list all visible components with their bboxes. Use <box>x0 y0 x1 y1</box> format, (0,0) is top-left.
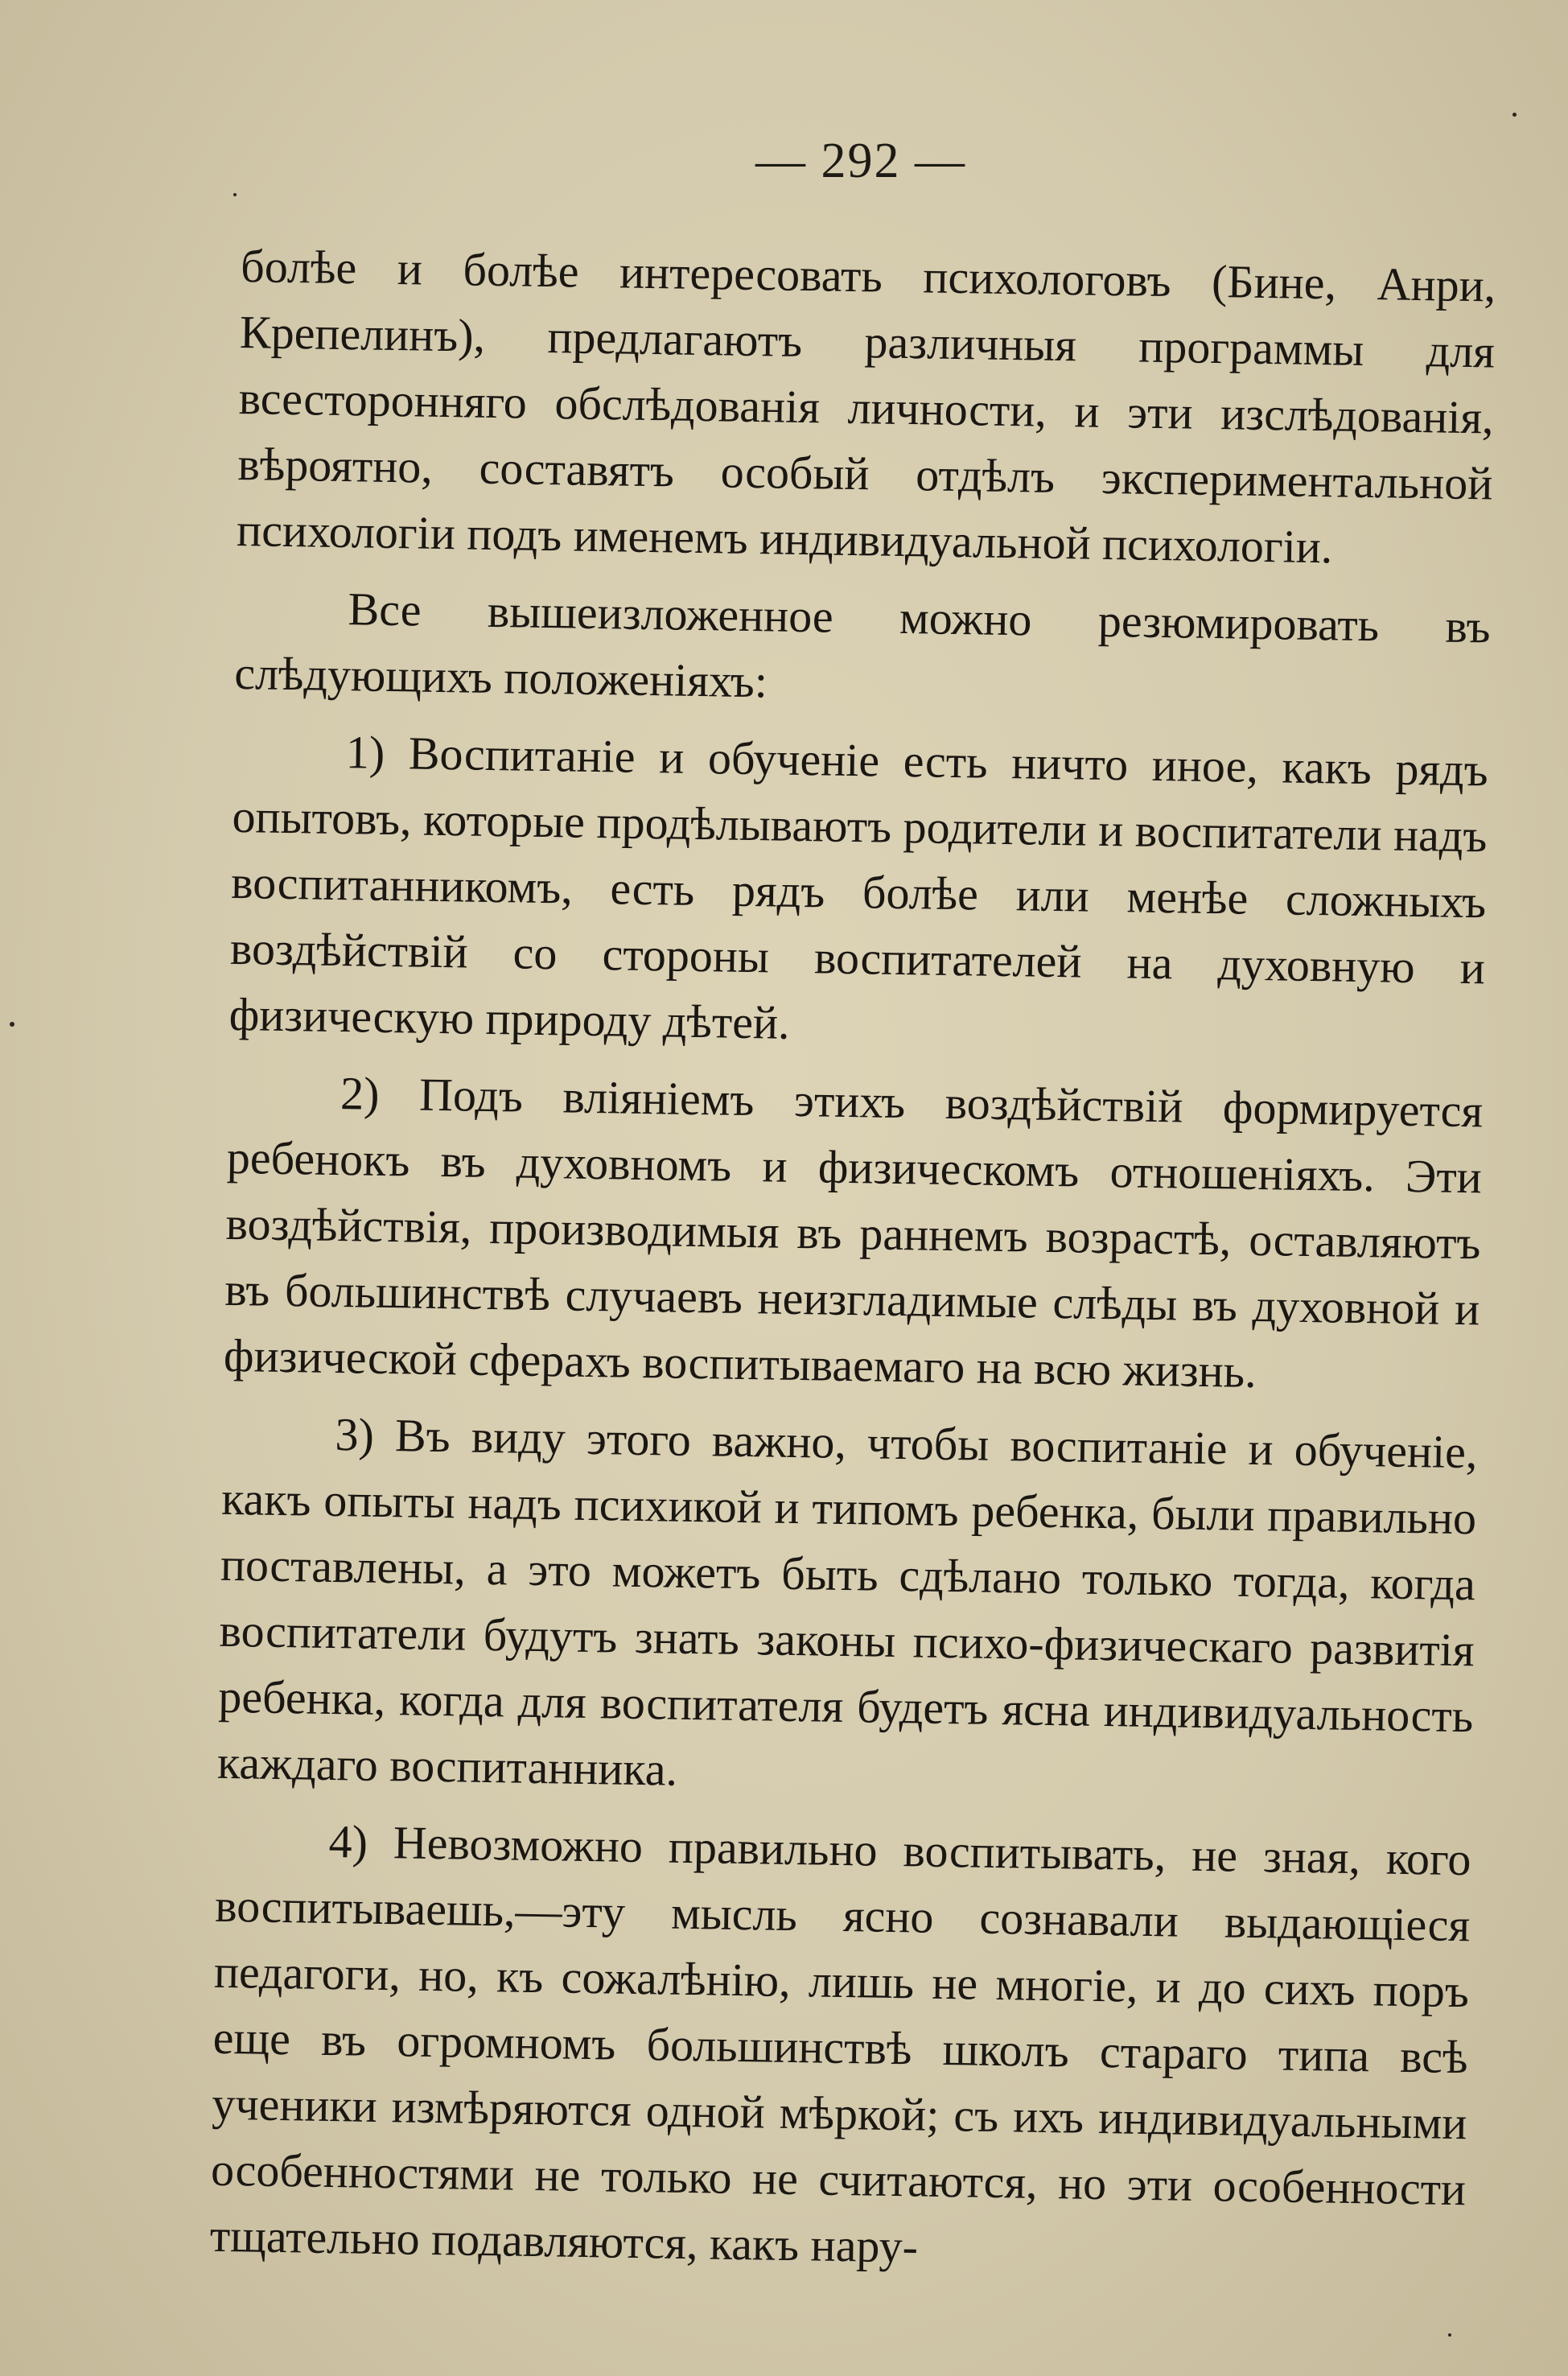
paragraph-point-1: 1) Воспитаніе и обученіе есть ничто иное, какъ рядъ опытовъ, которые продѣлываютъ родители и воспитатели надъ воспитанникомъ, есть рядъ болѣе или менѣе сложныхъ воздѣйствій со стороны воспитателей на духовную и физическую природу дѣтей. <box>228 726 1489 1049</box>
paragraph-continued: болѣе и болѣе интересовать психологовъ (Бине, Анри, Крепелинъ), предлагаютъ различныя программы для всесторонняго обслѣдованія личности, и эти изслѣдованія, вѣроятно, составятъ особый отдѣлъ экспериментальной психологіи подъ именемъ индивидуальной психологіи. <box>236 239 1496 574</box>
paragraph-point-3: 3) Въ виду этого важно, чтобы воспитаніе и обученіе, какъ опыты надъ психикой и типомъ ребенка, были правильно поставлены, а это можетъ быть сдѣлано только тогда, когда воспитатели будутъ знать законы психо-физическаго развитія ребенка, когда для воспитателя будетъ ясна индивидуальность каждаго воспитанника. <box>216 1408 1478 1796</box>
paragraph-point-2: 2) Подъ вліяніемъ этихъ воздѣйствій формируется ребенокъ въ духовномъ и физическомъ отношеніяхъ. Эти воздѣйствія, производимыя въ раннемъ возрастѣ, оставляютъ въ большинствѣ случаевъ неизгладимые слѣды въ духовной и физической сферахъ воспитываемаго на всю жизнь. <box>223 1067 1484 1398</box>
ink-speck <box>1448 2333 1451 2337</box>
page-number: — 292 — <box>755 134 966 188</box>
ink-speck <box>10 1022 14 1027</box>
ink-speck <box>1512 113 1517 117</box>
paragraph-summary-intro: Все вышеизложенное можно резюмировать въ слѣдующихъ положеніяхъ: <box>233 583 1492 708</box>
paragraph-point-4: 4) Невозможно правильно воспитывать, не зная, кого воспитываешь,—эту мысль ясно сознавали выдающіеся педагоги, но, къ сожалѣнію, лишь не многіе, и до сихъ поръ еще въ огромномъ большинствѣ школъ стараго типа всѣ ученики измѣряются одной мѣркой; съ ихъ индивидуальными особенностями не только не считаются, но эти особенности тщательно подавляются, какъ нару- <box>209 1814 1471 2273</box>
body-text <box>209 233 1496 2300</box>
ink-speck <box>233 193 237 196</box>
